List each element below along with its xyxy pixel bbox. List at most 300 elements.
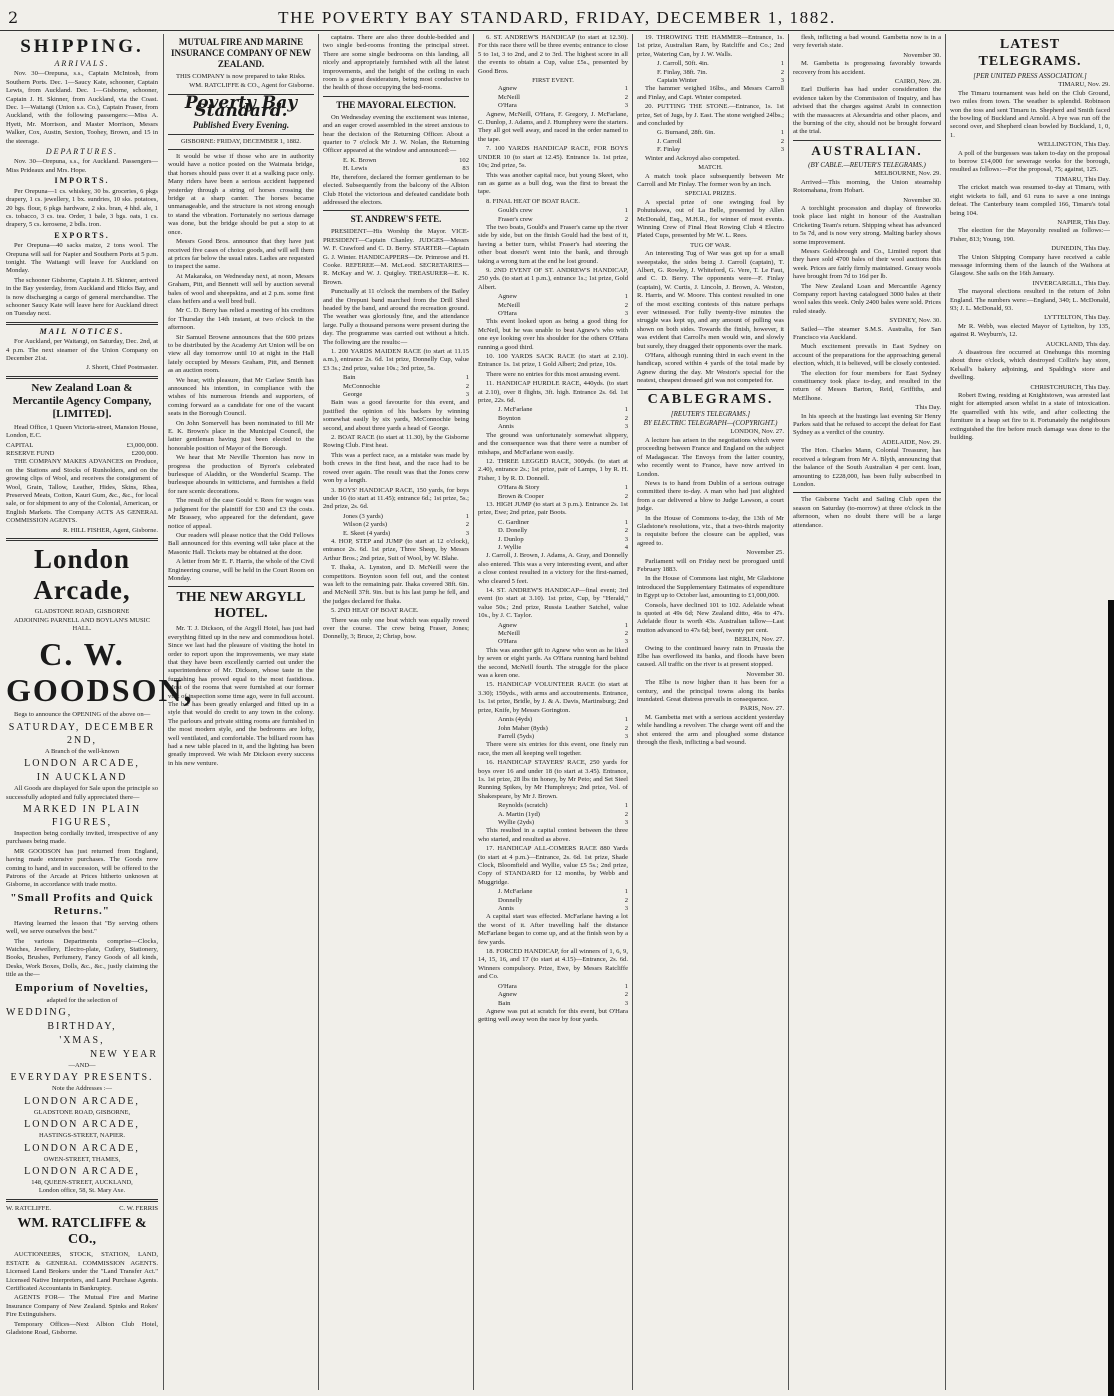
result-row (637, 129, 784, 137)
news-paragraph: We hear, with pleasure, that Mr Carlaw Smith has announced his intention, in compliance with the wishes of his numerous friends and supporters, of coming forward as a candidate for one of the vacant seats in the Borough Council. (168, 376, 314, 418)
arcade-office: London office, 58, St. Mary Axe. (38, 1187, 126, 1195)
cable-place: MELBOURNE, Nov. 29. (874, 170, 941, 178)
arcade-goodson-text: MR GOODSON has just returned from England, having made extensive purchases. The Goods now coming to hand, and in succession, will be offered to the Patrons of the Arcade at Prices hitherto unknown at Gisborne, in accordance with trade motto. (6, 847, 158, 889)
divider (793, 140, 941, 141)
cable-place: LONDON, Nov. 27. (730, 428, 784, 436)
result-place: 3 (624, 102, 628, 110)
result-place: 1 (624, 888, 628, 896)
mayoral-text: On Wednesday evening the excitement was intense, and an eager crowd assembled in the street anxious to hear the decision of the Returning Officer. About a quarter to 7 o'clock Mr J. W. Nolan, the Returning Officer appeared at the window and announced:— (323, 113, 469, 155)
hop-text: T. Ihaka, A. Lynston, and D. McNeill were the competitors. Boynton soon fell out, and the contest was left to the remaining pair. Ihaka covered 38ft. 6in. and McNeill 37ft. 9in. but is his last jump he fell, and the judges declared for Ihaka. (323, 564, 469, 605)
sack-heading: 10. 100 YARDS SACK RACE (to start at 2.10). Entrance 1s. 1st prize, 1 Gold Albert; 2nd prize, 10s. (478, 353, 628, 369)
walking-heading: 7. 100 YARDS HANDICAP RACE, FOR BOYS UNDER 10 (to start at 12.45). Entrance 1s. 1st prize, 10s; 2nd prize, 5s. (478, 145, 628, 170)
result-place: 3 (624, 535, 628, 543)
result-place: 3 (624, 818, 628, 826)
result-row (323, 530, 469, 538)
forced-heading: 18. FORCED HANDICAP, for all winners of 1, 6, 9, 14, 15, 16, and 17 (to start at 4.15)—Entrance, 2s. 6d. Winners compulsory. Prize, Ewe, by Messrs Ratcliffe and Co. (478, 948, 628, 981)
arcade-lesson: Having learned the lesson that "By serving others well, we serve ourselves the best." (6, 919, 158, 936)
mail-signature: J. Shortt, Chief Postmaster. (86, 364, 158, 372)
race-heading: 1. 200 YARDS MAIDEN RACE (to start at 11.15 a.m.), entrance 2s. 6d. 1st prize, Donnelly Cup, value £3 3s.; 2nd prize, value 10s.; 3rd prize, 5s. (323, 348, 469, 372)
result-row (323, 383, 469, 391)
divider (6, 1199, 158, 1202)
reserve-row (6, 450, 158, 458)
boys-heading: 3. BOYS' HANDICAP RACE, 150 yards, for boys under 16 (to start at 11.45); entrance 6d.; 1st prize, 5s.; 2nd prize, 2s. 6d. (323, 486, 469, 511)
arcade-goods: All Goods are displayed for Sale upon the principle so successfully adopted and fully appreciated there— (6, 785, 158, 801)
mutual-agent: WM. RATCLIFFE & CO., Agent for Gisborne. (189, 82, 314, 90)
result-place: 1 (780, 129, 784, 137)
result-place: 3 (780, 146, 784, 154)
published-line: Published Every Evening. (192, 119, 290, 130)
divider (323, 96, 469, 97)
hurdle-text: The ground was unfortunately somewhat slippery, and the consequence was that there were a number of mishaps, and McFarlane won easily. (478, 431, 628, 456)
result-name: O'Hara (498, 982, 517, 990)
exports-heading: EXPORTS. (54, 230, 110, 240)
news-paragraph: Our readers will please notice that the Odd Fellows Ball announced for this evening will take place at the Masonic Hall. Tickets may be obtained at the door. (168, 531, 314, 556)
result-row (478, 638, 628, 646)
arcade-adjoining: ADJOINING PARNELL AND BOYLAN'S MUSIC HALL. (13, 616, 151, 632)
news-paragraph: Messrs Good Bros. announce that they have just received five cases of choice goods, and will sell them at prices far below the usual rates. Ladies are requested to inspect the same. (168, 238, 314, 271)
result-place: 2 (780, 68, 784, 76)
shipping-notes: The schooner Gisborne, Captain J. H. Skinner, arrived in the Bay yesterday, from Auckland and Hicks Bay, and is now discharging a cargo of general merchandise. The schooner Saucy Kate will leave here for Auckland direct on Tuesday next. (6, 276, 158, 318)
arcade-and: —AND— (68, 1062, 96, 1070)
result-name: Agnew (498, 991, 518, 999)
volunteer-heading: 15. HANDICAP VOLUNTEER RACE (to start at 3.30); 150yds., with arms and accoutrements. Entrance, 1s. 1st prize, Bridle, by J. & A. Davis, Martinsburg; 2nd prize, Knife, by Messrs Gorington. (478, 681, 628, 714)
page-number: 2 (8, 8, 19, 27)
result-row (478, 519, 628, 527)
cable-place: November 30. (903, 196, 941, 204)
result-name: Wilson (2 yards) (343, 521, 388, 529)
result-place: 3 (465, 529, 469, 537)
latest-source: [PER UNITED PRESS ASSOCIATION.] (973, 72, 1087, 80)
result-name: Annis (498, 905, 514, 913)
tug-text: An interesting Tug of War was got up for a small sweepstake, the sides being J. Carroll (captain), T. Albert, G. Rowley, J. Whiteford, G. Vere, T. Le Faut, and C. D. Berry. The opponents were—F. Finlay (captain), W. Curtis, J. Lincoln, J. Brown, A. Weston, R. Harris, and W. Moore. This contest resulted in one of the most exciting contests of this nature perhaps ever witnessed. For fully twenty-five minutes the struggle was kept up, and any amount of pulling was shown on both sides. Towards the finish, however, it was evident that Carroll's men would win, and slowly but surely, they dragged their opponents over the mark. (637, 250, 784, 350)
result-place: 2 (624, 93, 628, 101)
result-place: 2 (624, 215, 628, 223)
arcade-wedding: WEDDING, (6, 1007, 73, 1019)
heat-heading: 5. 2ND HEAT OF BOAT RACE. (331, 607, 419, 615)
result-name: O'Hara & Story (498, 484, 540, 492)
mail-notices-heading: MAIL NOTICES. (39, 326, 125, 336)
result-place: 2 (624, 527, 628, 535)
result-place: 3 (624, 310, 628, 317)
address-1: LONDON ARCADE, (24, 1095, 140, 1107)
result-row (478, 207, 628, 215)
event-text: Agnew, McNeill, O'Hara, F. Gregory, J. McFarlane, C. Dunlop, J. Adams, and J. Humphrey were the starters. They all got well away, and raced in the order named to the tape. (478, 110, 628, 143)
result-name: F. Finlay (657, 146, 681, 154)
result-row (478, 85, 628, 93)
result-name: J. McFarlane (498, 406, 533, 414)
reserve-label: RESERVE FUND (6, 450, 55, 458)
ratcliffe-names (6, 1205, 158, 1213)
final-heading: 8. FINAL HEAT OF BOAT RACE. (486, 197, 580, 205)
result-row (478, 293, 628, 301)
poll-row (323, 165, 469, 173)
result-place: 1 (465, 374, 469, 382)
result-name: E. Skeet (4 yards) (343, 529, 391, 537)
divider (323, 210, 469, 211)
arrivals-heading: ARRIVALS. (54, 59, 110, 68)
result-row (478, 544, 628, 552)
latest-telegrams-heading: LATEST TELEGRAMS. (978, 37, 1082, 69)
nameplate: Poverty Bay Standard. (184, 92, 298, 122)
nzl-agent: R. HILL FISHER, Agent, Gisborne. (63, 526, 158, 534)
divider (168, 149, 314, 150)
cable-place: November 30. (746, 670, 784, 678)
ratcliffe-offices: Temporary Offices—Next Albion Club Hotel, Gladstone Road, Gisborne. (6, 1320, 158, 1336)
result-name: D. Donelly (498, 527, 528, 535)
result-row (478, 802, 628, 810)
event2-text: This event looked upon as being a good thing for McNeil, but he was unable to beat Agnew's who with one eye looking over his shoulder for the others O'Hara running a good third. (478, 318, 628, 351)
telegram-place: DUNEDIN, This Day. (1051, 245, 1110, 253)
result-name: Annis (498, 423, 514, 431)
result-row (478, 622, 628, 630)
result-place: 2 (624, 991, 628, 999)
match-heading: MATCH. (698, 164, 723, 172)
telegram-place: NAPIER, This Day. (1057, 218, 1110, 226)
poll-votes: 83 (462, 165, 469, 173)
cablegrams-heading: CABLEGRAMS. (647, 391, 774, 407)
fete-officials: PRESIDENT—His Worship the Mayor. VICE-PRESIDENT—Captain Chanley. JUDGES—Messrs W. F. Crawford and C. D. Berry. STARTER—Captain G. J. Winter. HANDICAPPERS—Dr. Primrose and H. Cooke. REFEREE—M. McLeod. SECRETARIES—R. McKay and W. J. Quigley. TREASURER—E. K. Brown. (323, 228, 469, 286)
cable-text: A lecture has arisen in the negotiations which were proceeding between France and England on the subject of Madagascar. The Envoys from the latter country, who recently went to France, have now arrived in London. (637, 436, 784, 478)
poll-row (323, 157, 469, 165)
cable-place: PARIS, Nov. 27. (740, 705, 784, 713)
result-name: O'Hara (498, 638, 517, 646)
arcade-inspection: Inspection being cordially invited, irrespective of any purchases being made. (6, 829, 158, 846)
sack-text: There were no entries for this most amusing event. (486, 370, 620, 378)
telegram-text: Robert Ewing, residing at Knightstown, was arrested last night for attempted arson whilst in a state of intoxication. He quarrelled with his wife, and after collecting the furniture in a heap set fire to it. Fortunately the neighbours extinguished the fire before much damage was done to the building. (950, 392, 1110, 442)
special-heading: SPECIAL PRIZES. (684, 190, 737, 198)
column-6 (793, 34, 941, 1390)
departures-heading: DEPARTURES. (45, 147, 119, 157)
cable-text: The Elbe is now higher than it has been for a century, and the principal towns along its banks inundated. Great distress prevails in consequence. (637, 679, 784, 704)
divider (637, 389, 784, 390)
result-name: F. Finlay, 38ft. 7in. (657, 68, 708, 76)
result-name: C. Gardiner (498, 518, 530, 526)
arcade-adapted: adapted for the selection of (46, 996, 118, 1004)
result-name: Agnew (498, 293, 518, 301)
flat-heading: 12. THREE LEGGED RACE, 300yds. (to start at 2.40), entrance 2s.; 1st prize, pair of Lamps, 1 by R. H. Fisher, 1 by R. D. Donnell. (478, 457, 628, 482)
result-row (478, 406, 628, 414)
stone-heading: 20. PUTTING THE STONE.—Entrance, 1s. 1st prize, Set of Jugs, by J. East. The stone weighed 24lbs.; and concluded by (637, 103, 784, 128)
special-text: A special prize of one swinging foal by Pohutukawa, out of La Belle, presented by Allen McDonald, Esq., M.H.R., for winner of most events. Winning Crew of Final Heat Rowing Club 4 Electro Plated Cups, presented by Mr W. L. Rees. (637, 198, 784, 240)
australian-heading: AUSTRALIAN. (811, 142, 923, 158)
cable-text: Owing to the continued heavy rain in Prussia the Elbe has overflowed its banks, and floods have been caused. All traffic on the river is at present stopped. (637, 644, 784, 669)
scan-edge-shadow (1108, 600, 1114, 1396)
capital-row (6, 442, 158, 450)
imports-text: Per Orepuna—1 cs. whiskey, 30 bs. groceries, 6 pkgs drapery, 1 cs. jewellery, 1 bx. sundries, 10 sks. potatoes, 20 bgs. flour, 6 pkgs hardware, 2 sks. bran, 4 hhd. ale, 1 cs. tobacco, 3 cs. tea. Order, 1 bale, 3 bgs. oats, 1 cs. drapery, 5 cs. kerosene, 2 bdls. iron. (6, 187, 158, 229)
match-text: A match took place subsequently between Mr Carroll and Mr Finlay. The former won by an inch. (637, 172, 784, 188)
result-place: 2 (624, 630, 628, 638)
arcade-everyday: EVERYDAY PRESENTS. (10, 1072, 154, 1084)
result-place: 3 (624, 638, 628, 646)
result-row (478, 102, 628, 110)
result-place: 1 (624, 716, 628, 724)
result-name: J. Dunlop (498, 535, 524, 543)
capital-label: CAPITAL (6, 441, 34, 449)
result-place: 3 (624, 423, 628, 431)
result-row (478, 216, 628, 224)
cable-text: The Hon. Charles Mann, Colonial Treasurer, has received a telegram from Mr A. Blyth, announcing that the balance of the South Australian 4 per cent. loan, amounting to £228,000, has been fully subscribed in London. (793, 447, 941, 488)
result-name: Agnew (498, 621, 518, 629)
result-place: 1 (624, 85, 628, 93)
imports-heading: IMPORTS. (54, 176, 110, 186)
result-name: Captain Winter (657, 77, 698, 85)
cable-text: Much excitement prevails in East Sydney on account of the preparations for the approaching general election, which, it is believed, will be closely contested. (793, 343, 941, 368)
hop-heading: 4. HOP, STEP and JUMP (to start at 12 o'clock), entrance 2s. 6d. 1st prize, Three Sheep, by Messrs Arthur Bros.; 2nd prize, Suit of Wool, by W. Blahe. (323, 537, 469, 562)
result-row (478, 302, 628, 310)
exports-text: Per Orepuna—40 sacks maize, 2 tons wool. The Orepuna will sail for Napier and Southern Ports at 5 p.m. tonight. The Waitangi will leave for Auckland on Monday. (6, 242, 158, 275)
argyll-heading: THE NEW ARGYLL HOTEL. (176, 590, 306, 622)
column-3 (323, 34, 469, 1390)
cable-text: News is to hand from Dublin of a serious outrage committed there to-day. A man who had just alighted from a car delivered a blow to Judge Lawson, a court judge. (637, 479, 784, 513)
stayers-text: This resulted in a capital contest between the three who started, and resulted as above. (478, 827, 628, 843)
result-place: 2 (624, 414, 628, 422)
result-row (478, 630, 628, 638)
result-row (478, 415, 628, 423)
cable-place: This Day. (915, 404, 941, 412)
mutual-heading: MUTUAL FIRE AND MARINE INSURANCE COMPANY OF NEW ZEALAND. (171, 37, 311, 69)
result-row (478, 310, 628, 318)
all-comers-heading: 17. HANDICAP ALL-COMERS RACE 880 Yards (to start at 4 p.m.)—Entrance, 2s. 6d. 1st prize, Shade Clock, Bloomfield and Wyllie, value £5 5s.; 2nd prize, Copy of STANDARD for 12 months, by Webb and Muggridge. (478, 845, 628, 886)
telegram-place: LYTTELTON, This Day. (1044, 314, 1110, 322)
high-jump-heading: 13. HIGH JUMP (to start at 3 p.m.). Entrance 2s. 1st prize, Ewe; 2nd prize, pair Boots. (478, 500, 628, 517)
telegram-text: The Timaru tournament was held on the Club Ground, two miles from town. The weather is splendid. Robinson won the toss and sent Timaru in. Shepherd and Smith faced the bowling of Buckland and Arnold. A bye was run off the second over, and Shepherd clean bowled by Buckland, 1, 0, 1. (950, 89, 1110, 139)
result-row (478, 423, 628, 431)
result-place: 1 (624, 802, 628, 810)
boat-heading: 2. BOAT RACE (to start at 11.30), by the Gisborne Rowing Club. First heat. (323, 434, 469, 450)
arcade-road: GLADSTONE ROAD, GISBORNE (34, 608, 130, 616)
telegram-text: The Union Shipping Company have received a cable message informing them of the launch of the Waihora at Glasgow. She sails on the 16th January. (950, 253, 1110, 278)
argyll-text: Mr. T. J. Dickson, of the Argyll Hotel, has just had everything fitted up in the new and commodious hotel. Since we last had the pleasure of visiting the hotel in order to report upon the improvements, we may state that they have been excellently carried out under the superintendence of Mr. Dickson, whose taste in the furnishing has proved equal to the most fastidious. Most of the rooms that were furnished at our former visit of inspection some time ago, were in full account. The bar has been greatly enlarged and fitted up in a style that would do credit to any town in the colony. The parlours and private sitting rooms are furnished in the most modern style, and the bedrooms are lofty, well ventilated, and comfortable. The billiard room has had a new table placed in it, and the lighting has been greatly improved. We wish Mr Dickson every success in his new venture. (168, 625, 314, 767)
reserve-value: £200,000. (131, 450, 158, 458)
news-paragraph: Mr C. D. Berry has relied a meeting of his creditors for Thursday the 14th instant, at two o'clock in the afternoon. (168, 307, 314, 332)
race-text: Bain was a good favourite for this event, and justified the opinion of his backers by winning somewhat easily by six yards, McConnochie being second, and about three yards a head of George. (323, 399, 469, 432)
editorial: It would be wise if those who are in authority would have a notice posted on the Waimata bridge, that horses should pass over it at a walking pace only. Many riders have been a serious accident happened yesterday through a string of horses crossing the bridge at a sharp canter. The horses became unmanageable, and the structure is not strong enough to stand the vibration. Fortunately no serious damage was done, but the bridge should be put a stop to at once. (168, 153, 314, 236)
forced-text: Agnew was put at scratch for this event, but O'Hara getting well away won the race by four yards. (478, 1007, 628, 1024)
cable-text: Sailed—The steamer S.M.S. Australia, for San Francisco via Auckland. (793, 325, 941, 341)
result-place: 3 (624, 732, 628, 740)
divider (793, 492, 941, 493)
telegram-text: The mayoral elections resulted in the return of John England. The numbers were:—England, 340; L. McDonald, 93; J. L. McDonald, 93. (950, 288, 1110, 312)
result-place: 2 (780, 137, 784, 145)
cable-text: M. Gambetta is progressing favorably towards recovery from his accident. (793, 60, 941, 76)
departures-text: Nov. 30—Orepuna, s.s., for Auckland. Passengers—Miss Prideaux and Mrs. Hope. (6, 158, 158, 174)
cable-text: The New Zealand Loan and Mercantile Agency Company report having catalogued 3000 bales at their wool sales this week. Only 2400 bales were sold. Prices ruled steady. (793, 282, 941, 315)
result-row (478, 716, 628, 724)
fete-heading: ST. ANDREW'S FETE. (350, 214, 442, 225)
result-place: 1 (624, 293, 628, 301)
news-paragraph: We hear that Mr Neville Thornton has now in progress the production of Byron's celebrated burlesque of Aladdin, or the Wonderful Scamp. The burlesque abounds in witticisms, and furnishes a field for rare scenic decorations. (168, 454, 314, 495)
result-row (478, 94, 628, 102)
telegram-place: TIMARU, Nov. 29. (1058, 81, 1110, 89)
divider (6, 376, 158, 379)
high-jump-text: J. Carroll, J. Brown, J. Adams, A. Gray, and Donnelly also entered. This was a very interesting event, and after a close contest resulted in a victory for the first-named, who cleared 5 feet. (478, 552, 628, 585)
first-event-heading: FIRST EVENT. (532, 77, 574, 85)
result-name: Bain (343, 374, 356, 382)
divider (168, 586, 314, 587)
arcade-note: Note the Addresses :— (51, 1085, 113, 1093)
final-text: The two boats, Gould's and Fraser's came up the river side by side, but on the finish Gould had the best of it, having a better turn, whilst Fraser's had steering the other boat doesn't went into the bank, and through taking a wrong turn at the end he lost ground. (478, 223, 628, 265)
cable-text: A torchlight procession and display of fireworks took place last night in honour of the Australian Cricketing Team's return. Shipping wheat has advanced to 5s 7d, and is now very strong. Malting barley shows some improvement. (793, 204, 941, 246)
stone-text: Winter and Ackroyd also competed. (645, 154, 740, 162)
result-name: G. Burnand, 28ft. 6in. (657, 129, 716, 137)
result-name: Boynton (498, 414, 521, 422)
yachting-text: The Gisborne Yacht and Sailing Club open the season on Saturday (to-morrow) at three o'clock in the afternoon, when no doubt there will be a large attendance. (793, 496, 941, 529)
handicap3-text: This was another gift to Agnew who won as he liked by seven or eight yards. As O'Hara running hard behind the second, McNeill fourth. The struggle for the place was a keen one. (478, 646, 628, 680)
shipping-heading: SHIPPING. (20, 36, 144, 57)
address-3: LONDON ARCADE, (24, 1142, 140, 1154)
result-place: 1 (465, 512, 469, 520)
result-place: 3 (780, 77, 784, 85)
result-place: 1 (780, 60, 784, 68)
result-name: McNeill (498, 630, 520, 638)
address-3b: OWEN-STREET, THAMES, (43, 1155, 121, 1163)
result-row (637, 60, 784, 68)
address-4: LONDON ARCADE, (24, 1166, 140, 1178)
result-row (637, 69, 784, 77)
arcade-birthday: BIRTHDAY, (47, 1021, 117, 1033)
result-name: J. Carroll (657, 137, 682, 145)
cable-text: Arrived—This morning, the Union steamship Rotomahana, from Hobart. (793, 178, 941, 195)
fete-text: Punctually at 11 o'clock the members of the Bailey and the Orepuni band marched from the Drill Shed headed by the band, and around the recreation ground. The weather was gloriously fine, and the attendance large. Fully a thousand persons were present during the day. The programme was carried out without a hitch. The following are the results:— (323, 288, 469, 346)
cable-text: M. Gambetta met with a serious accident yesterday while handling a revolver. The charge went off and the shot entered the arm and ploughed some distance through the flesh, inflicting a bad wound. (637, 713, 784, 747)
result-row (478, 1000, 628, 1008)
cable-text: Earl Dufferin has had under consideration the evidence taken by the Commission of Inquiry, and has advised that the charges against Arabi in connection with the massacres at Alexandria and other places, and the burning of the city, should not be brought forward at the trial. (793, 86, 941, 136)
result-place: 2 (465, 382, 469, 390)
result-name: A. Martin (1yd) (498, 810, 540, 818)
tug-heading: TUG OF WAR. (690, 241, 731, 249)
ratcliffe-right: C. W. FERRIS (119, 1204, 158, 1212)
arcade-date: SATURDAY, DECEMBER 2ND, (8, 721, 156, 746)
cable-place: November 25. (746, 549, 784, 557)
result-place: 1 (624, 518, 628, 526)
arcade-london: LONDON ARCADE, (24, 758, 140, 770)
result-row (478, 484, 628, 492)
column-rule (788, 34, 789, 1390)
result-row (478, 725, 628, 733)
result-place: 2 (624, 301, 628, 309)
result-name: J. Wyllie (498, 543, 522, 551)
ratcliffe-text: AUCTIONEERS, STOCK, STATION, LAND, ESTATE & GENERAL COMMISSION AGENTS. Licensed Land Brokers under the "Land Transfer Act." Licensed Native Interpreters, and Land Purchase Agents. Certificated Accountants in Bankruptcy. (6, 1251, 158, 1292)
result-name: Annis (4yds) (498, 716, 533, 724)
result-row (478, 493, 628, 501)
telegram-place: CHRISTCHURCH, This Day. (1030, 383, 1110, 391)
cable-text: In the House of Commons last night, Mr Gladstone introduced the Supplementary Estimates of expenditure in Egypt up to October last, amounting to £1,000,000. (637, 575, 784, 600)
address-4b: 148, QUEEN-STREET, AUCKLAND, (31, 1179, 133, 1187)
arcade-begs: Begs to announce the OPENING of the above on— (14, 711, 151, 719)
telegram-place: TIMARU, This Day. (1055, 175, 1110, 183)
result-place: 2 (465, 521, 469, 529)
news-paragraph: A letter from Mr E. F. Harris, the whole of the Civil Engineering course, will be held in the Court Room on Monday. (168, 558, 314, 582)
column-rule (632, 34, 633, 1390)
cablegrams-credit: BY ELECTRIC TELEGRAPH—(COPYRIGHT.) (643, 419, 778, 428)
result-name: O'Hara (498, 310, 517, 317)
result-place: 2 (624, 724, 628, 732)
arrivals-text: Nov. 30—Orepuna, s.s., Captain McIntosh, from Southern Ports. Dec. 1—Saucy Kate, schooner, Captain Lewis, from Auckland. Dec. 1—Gisborne, schooner, Captain J. H. Skinner, from Auckland, via the Coast. Dec. 1—Waitangi (Union s.s. Co.), Captain Fraser, from Auckland, with the following passengers:—Miss A. Hyett, Mr. Morrison, and Master Morrison, Messrs Walker, Cox, Austin, Sexton, Toohey, Brown, and 15 in the steerage. (6, 70, 158, 145)
result-name: O'Hara (498, 102, 517, 110)
result-row (478, 991, 628, 999)
result-row (478, 888, 628, 896)
result-row (478, 897, 628, 905)
telegram-text: A poll of the burgesses was taken to-day on the proposal to borrow £14,000 for sewerage works for the borough, resulted as follows:—For the proposal, 75; against, 125. (950, 149, 1110, 174)
result-place: 1 (624, 406, 628, 414)
nzl-heading: New Zealand Loan & Mercantile Agency Company, [LIMITED]. (12, 381, 152, 420)
result-place: 1 (624, 621, 628, 629)
arcade-marked: MARKED IN PLAIN FIGURES, (22, 803, 142, 828)
result-name: George (343, 391, 363, 399)
arcade-title: London Arcade, (33, 544, 131, 606)
arcade-branch: A Branch of the well-known (44, 747, 119, 755)
news-paragraph: The result of the case Gould v. Rees for wages was a judgment for the plaintiff for £30 and £3 the costs. Mr Brassey, who appeared for the defendant, gave notice of appeal. (168, 497, 314, 530)
result-name: Gould's crew (498, 207, 533, 215)
result-name: Wyllie (2yds) (498, 818, 535, 826)
cable-place: CAIRO, Nov. 28. (894, 78, 941, 86)
result-name: Reynolds (scratch) (498, 802, 548, 810)
address-2: LONDON ARCADE, (24, 1119, 140, 1131)
capital-value: £3,000,000. (126, 441, 158, 449)
column-7 (950, 34, 1110, 1390)
arcade-xmas: 'XMAS, (59, 1035, 105, 1047)
telegram-text: Mr R. Webb, was elected Mayor of Lyttelton, by 135, against R. Weyburn's, 12. (950, 322, 1110, 339)
mayoral-heading: THE MAYORAL ELECTION. (336, 99, 456, 110)
dateline: GISBORNE: FRIDAY, DECEMBER 1, 1882. (180, 137, 302, 145)
address-1b: GLADSTONE ROAD, GISBORNE, (33, 1108, 131, 1116)
arcade-motto: "Small Profits and Quick Returns." (10, 891, 154, 917)
walking-text: This was another capital race, but young Skeet, who ran as game as a bull dog, was the first to breast the tape. (478, 171, 628, 196)
result-name: Donnelly (498, 896, 523, 904)
result-name: Fraser's crew (498, 215, 533, 223)
result-name: Jones (3 yards) (343, 512, 383, 520)
column-5 (637, 34, 784, 1390)
hammer-heading: 19. THROWING THE HAMMER—Entrance, 1s. 1st prize, Australian Ram, by Ratcliffe and Co.; 2nd prize, Watering Can, by J. W. Walls. (637, 34, 784, 58)
result-name: John Maher (8yds) (498, 724, 548, 732)
column-rule (163, 34, 164, 1390)
poll-votes: 102 (459, 156, 469, 164)
telegram-place: INVERCARGILL, This Day. (1032, 279, 1110, 287)
argyll-continued: captains. There are also three double-bedded and two single bed-rooms fronting the principal street. There are some single bedrooms on this landing, all nicely and appropriately furnished with all the latest improvements, and the height of the ceiling in each room is a great desideratum, being most conducive to the health of those occupying the bed-rooms. (323, 34, 469, 92)
cable-place: SYDNEY, Nov. 30. (889, 317, 941, 325)
ratcliffe-name: WM. RATCLIFFE & CO., (17, 1216, 147, 1248)
goodson-name: C. W. GOODSON, (6, 636, 194, 709)
cable-text: Parliament will on Friday next be prorogued until February 1883. (637, 557, 784, 573)
result-name: Bain (498, 999, 511, 1007)
nzl-office: Head Office, 1 Queen Victoria-street, Mansion House, London, E.C. (6, 423, 158, 440)
second-event-heading: 9. 2ND EVENT OF ST. ANDREW'S HANDICAP, 250 yds. (to start at 1 p.m.), entrance 1s.; 1st prize, Gold Albert. (478, 266, 628, 291)
address-2b: HASTINGS-STREET, NAPIER. (38, 1132, 125, 1140)
cable-place: BERLIN, Nov. 27. (734, 636, 784, 644)
masthead (0, 0, 1114, 31)
telegram-text: The election for the Mayoralty resulted as follows:—Fisher, 813; Young, 190. (950, 227, 1110, 243)
news-paragraph: Sir Samuel Browne announces that the 600 prizes to be distributed by the Academy Art Union will be on view all day tomorrow until 10 at night in the Hall lately occupied by Messrs Graham, Pitt, and Bennett as an auction room. (168, 333, 314, 375)
column-rule (945, 34, 946, 1390)
result-row (478, 819, 628, 827)
telegram-place: WELLINGTON, This Day. (1037, 141, 1110, 149)
result-row (478, 527, 628, 535)
hurdle-heading: 11. HANDICAP HURDLE RACE, 440yds. (to start at 2.10), over 8 flights, 3ft. high. Entrance 2s. 6d. 1st prize, 22s. 6d. (478, 380, 628, 405)
poll-name: H. Lewis (343, 165, 368, 173)
nzl-body: THE COMPANY MAKES ADVANCES on Produce, on the Stations and Stocks of Runholders, and on the growing clips of Wool, and receives the consignment of Wool, Grain, Tallow, Leather, Hides, Skins, Rhea, Preserved Meats, Cotton, Kauri Gum, &c., &c., for local sale, or for shipment to any of the Colonial, American, or English Markets. The Company ACTS AS GENERAL COMMISSION AGENTS. (6, 458, 158, 525)
result-row (637, 77, 784, 85)
result-row (637, 146, 784, 154)
mayoral-result: He, therefore, declared the former gentleman to be elected. Subsequently from the balcony of the Albion Club Hotel the victorious and defeated candidate both addressed the electors. (323, 173, 469, 206)
divider (6, 322, 158, 325)
result-name: McNeill (498, 301, 520, 309)
cable-place: ADELAIDE, Nov. 29. (881, 438, 941, 446)
result-name: Brown & Cooper (498, 492, 544, 500)
result-name: McConnochie (343, 382, 381, 390)
column-4 (478, 34, 628, 1390)
cable-place: November 30. (903, 51, 941, 59)
news-paragraph: At Makaraka, on Wednesday next, at noon, Messrs Graham, Pitt, and Bennett will sell by auction several bales of wool and sheepskins, and at 2 p.m. some first class heifers and a well bred bull. (168, 272, 314, 305)
